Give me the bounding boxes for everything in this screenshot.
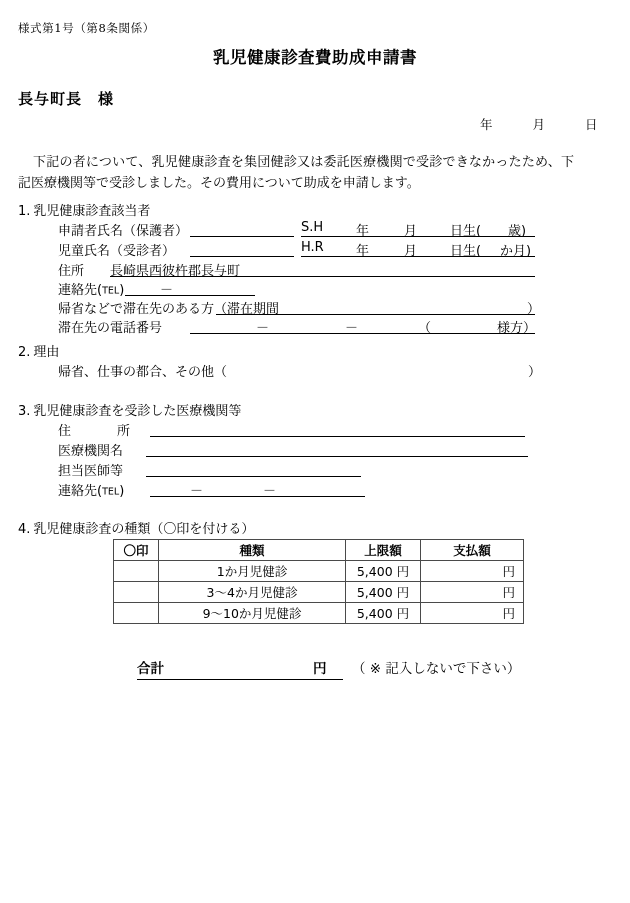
row-2-mark-cell[interactable] [114, 582, 159, 603]
child-era-label: H.R [301, 240, 324, 255]
table-row [114, 582, 524, 603]
facility-contact-label-end: ) [119, 484, 125, 499]
applicant-contact-label [58, 279, 124, 298]
child-birthdate-input-rule[interactable] [301, 256, 535, 257]
stay-phone-suffix: 様方） [497, 321, 537, 336]
row-3-payment-cell[interactable]: 円 [421, 603, 524, 624]
child-year-label: 年 [356, 244, 370, 259]
applicant-name-input-rule[interactable] [190, 236, 294, 237]
facility-contact-label-main: 連絡先( [58, 484, 103, 499]
facility-contact-dash-1: － [190, 484, 204, 499]
total-currency-unit: 円 [313, 661, 327, 677]
date-year-label: 年 [480, 117, 493, 132]
section-1-title: 乳児健康診査該当者 [33, 204, 151, 219]
child-name-input-rule[interactable] [190, 256, 294, 257]
facility-address-input-rule[interactable] [150, 436, 525, 437]
reason-close-paren: ） [528, 365, 542, 380]
section-1-number: 1. [18, 204, 31, 219]
row-1-payment-cell[interactable]: 円 [421, 561, 524, 582]
facility-address-label: 住所 [58, 424, 130, 439]
child-month-label: 月 [404, 244, 418, 259]
row-1-type-cell: 1か月児健診 [159, 561, 346, 582]
child-name-label: 児童氏名（受診者） [58, 244, 176, 259]
section-4-heading [18, 518, 254, 537]
page-title: 乳児健康診査費助成申請書 [213, 48, 417, 67]
section-3-number: 3. [18, 404, 31, 419]
stay-period-label: 帰省などで滞在先のある方（滞在期間 [58, 302, 280, 317]
stay-phone-input-rule[interactable] [190, 333, 535, 334]
section-3-heading [18, 400, 241, 419]
facility-contact-label [58, 480, 124, 499]
section-4-number: 4. [18, 522, 31, 537]
column-header-mark: 〇印 [114, 540, 159, 561]
row-3-mark-cell[interactable] [114, 603, 159, 624]
row-1-mark-cell[interactable] [114, 561, 159, 582]
applicant-contact-input-rule[interactable] [125, 295, 255, 296]
table-row [114, 603, 524, 624]
section-3-title: 乳児健康診査を受診した医療機関等 [33, 404, 242, 419]
applicant-year-label: 年 [356, 224, 370, 239]
applicant-birth-label: 日生( [450, 224, 482, 239]
child-age-unit-label: か月) [500, 244, 532, 259]
row-2-limit-cell: 5,400 円 [346, 582, 421, 603]
row-3-limit-cell: 5,400 円 [346, 603, 421, 624]
row-2-payment-cell[interactable]: 円 [421, 582, 524, 603]
applicant-address-label: 住所 [58, 264, 85, 279]
table-row [114, 561, 524, 582]
column-header-payment: 支払額 [421, 540, 524, 561]
applicant-month-label: 月 [404, 224, 418, 239]
stay-period-close-paren: ） [527, 302, 541, 317]
addressee: 長与町長 様 [18, 90, 115, 108]
facility-name-label: 医療機関名 [58, 444, 124, 459]
stay-period-input-rule[interactable] [216, 314, 535, 315]
section-2-heading [18, 341, 59, 360]
applicant-contact-label-end: ) [119, 283, 125, 298]
intro-paragraph: 下記の者について、乳児健康診査を集団健診又は委託医療機関で受診できなかったため、下記医療機関等で受診しました。その費用について助成を申請します。 [18, 155, 574, 191]
applicant-birthdate-input-rule[interactable] [301, 236, 535, 237]
checkup-types-table [113, 539, 524, 624]
row-1-limit-cell: 5,400 円 [346, 561, 421, 582]
facility-name-input-rule[interactable] [146, 456, 528, 457]
section-1-heading [18, 200, 150, 219]
stay-phone-dash-1: － [256, 321, 270, 336]
applicant-name-label: 申請者氏名（保護者） [58, 224, 189, 239]
applicant-era-label: S.H [301, 220, 324, 235]
facility-contact-dash-2: － [263, 484, 277, 499]
section-4-title: 乳児健康診査の種類（〇印を付ける） [33, 522, 255, 537]
reason-text: 帰省、仕事の都合、その他（ [58, 365, 228, 380]
applicant-age-unit-label: 歳) [508, 224, 527, 239]
applicant-contact-dash: － [160, 283, 174, 298]
stay-phone-dash-2: － [345, 321, 359, 336]
section-2-title: 理由 [33, 345, 60, 360]
date-day-label: 日 [585, 117, 598, 132]
section-2-number: 2. [18, 345, 31, 360]
form-number: 様式第1号（第8条関係） [18, 21, 155, 35]
stay-phone-open-paren: （ [418, 321, 432, 336]
doctor-name-input-rule[interactable] [146, 476, 361, 477]
row-2-type-cell: 3～4か月児健診 [159, 582, 346, 603]
stay-phone-label: 滞在先の電話番号 [58, 321, 163, 336]
total-label: 合計 [137, 661, 164, 677]
applicant-contact-label-main: 連絡先( [58, 283, 103, 298]
child-birth-label: 日生( [450, 244, 482, 259]
column-header-type: 種類 [159, 540, 346, 561]
total-note: （ ※ 記入しないで下さい） [352, 661, 521, 677]
total-input-rule[interactable] [137, 679, 343, 680]
row-3-type-cell: 9～10か月児健診 [159, 603, 346, 624]
table-header-row [114, 540, 524, 561]
column-header-limit: 上限額 [346, 540, 421, 561]
facility-contact-input-rule[interactable] [150, 496, 365, 497]
doctor-name-label: 担当医師等 [58, 464, 124, 479]
applicant-contact-label-tel: TEL [102, 285, 120, 297]
date-month-label: 月 [532, 117, 546, 132]
facility-contact-label-tel: TEL [102, 486, 120, 498]
applicant-address-value: 長崎県西彼杵郡長与町 [110, 264, 241, 279]
applicant-address-input-rule[interactable] [110, 276, 535, 277]
date-line [480, 115, 598, 133]
